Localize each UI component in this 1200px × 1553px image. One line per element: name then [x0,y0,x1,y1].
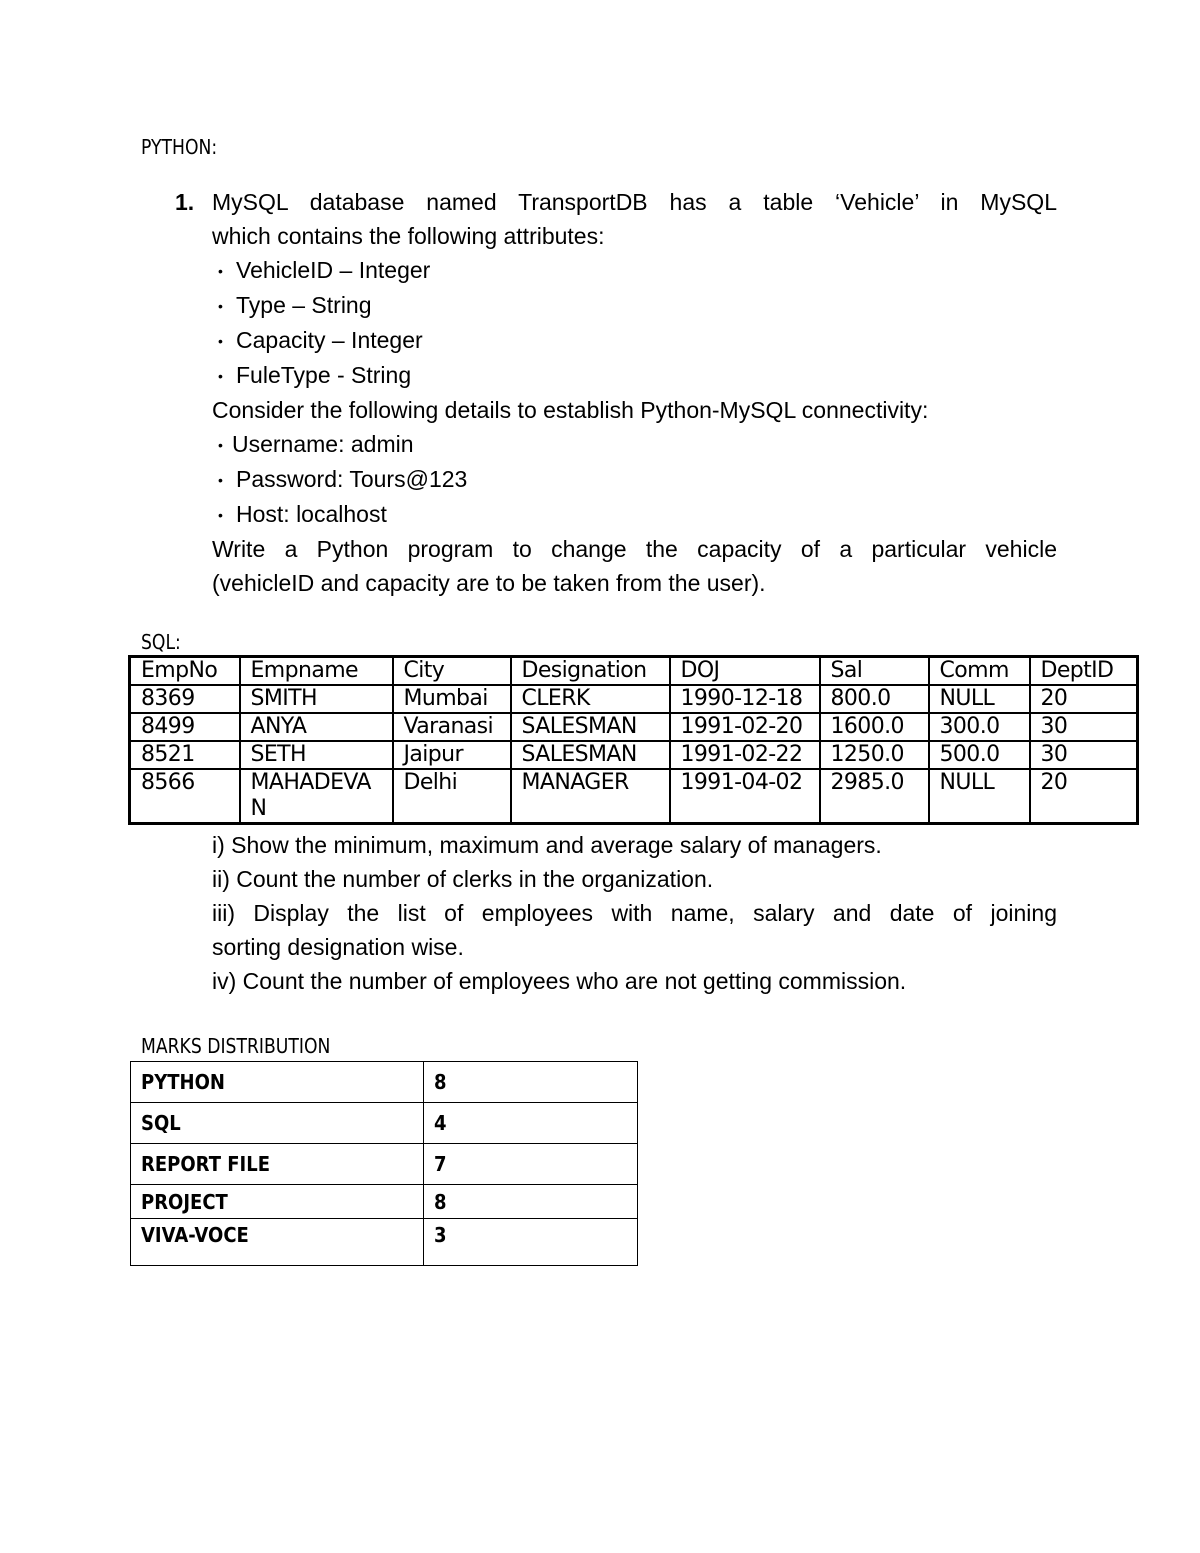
sql-question-1: i) Show the minimum, maximum and average salary of managers. [212,832,882,858]
table-row [130,769,1138,824]
marks-value: 3 [424,1219,638,1266]
column-header: City [393,657,511,686]
table-cell: MAHADEVAN [240,769,393,824]
column-header: DOJ [670,657,820,686]
connectivity-item: • Password: Tours@123 [212,462,1057,497]
marks-label: VIVA-VOCE [131,1219,424,1266]
table-cell: 20 [1030,685,1138,713]
task-line-1: Write a Python program to change the capacity of a particular vehicle [212,536,1057,562]
table-row [131,1219,638,1266]
connectivity-intro: Consider the following details to establish Python-MySQL connectivity: [212,397,929,423]
marks-table [130,1061,638,1266]
table-cell: 800.0 [820,685,929,713]
bullet-icon: • [218,437,223,453]
table-cell: Varanasi [393,713,511,741]
table-cell: 1991-02-22 [670,741,820,769]
sql-question-3-line-2: sorting designation wise. [212,934,464,960]
sql-question-3-line-1: iii) Display the list of employees with name, salary and date of joining [212,900,1057,926]
table-cell: Delhi [393,769,511,824]
table-cell: 500.0 [929,741,1030,769]
table-cell: 1250.0 [820,741,929,769]
marks-heading: MARKS DISTRIBUTION [141,1034,331,1058]
connectivity-item: • Username: admin [212,427,1057,462]
table-cell: SALESMAN [511,741,670,769]
sql-questions [212,828,1057,998]
bullet-icon: • [218,507,223,523]
table-cell: 2985.0 [820,769,929,824]
table-row [131,1103,638,1144]
table-cell: 20 [1030,769,1138,824]
attribute-item: • FuleType - String [212,358,1057,393]
table-cell: SALESMAN [511,713,670,741]
table-cell: SETH [240,741,393,769]
marks-value: 7 [424,1144,638,1185]
marks-label: PROJECT [131,1185,424,1219]
python-question [212,185,1057,600]
sql-question-4: iv) Count the number of employees who are not getting commission. [212,968,907,994]
table-cell: 1991-04-02 [670,769,820,824]
question-number: 1. [175,189,195,215]
attribute-item: • Type – String [212,288,1057,323]
table-cell: Mumbai [393,685,511,713]
table-row [131,1144,638,1185]
table-cell: 1990-12-18 [670,685,820,713]
employee-table [128,655,1139,825]
table-cell: NULL [929,685,1030,713]
table-row [131,1062,638,1103]
bullet-icon: • [218,298,223,314]
table-cell: 8499 [130,713,240,741]
table-cell: 8521 [130,741,240,769]
attribute-item: • Capacity – Integer [212,323,1057,358]
column-header: Designation [511,657,670,686]
table-cell: 30 [1030,713,1138,741]
marks-label: SQL [131,1103,424,1144]
bullet-icon: • [218,472,223,488]
table-cell: Jaipur [393,741,511,769]
sql-heading: SQL: [141,630,181,654]
python-heading: PYTHON: [141,135,218,159]
marks-value: 8 [424,1185,638,1219]
attribute-item: • VehicleID – Integer [212,253,1057,288]
marks-value: 8 [424,1062,638,1103]
marks-label: REPORT FILE [131,1144,424,1185]
table-cell: 8566 [130,769,240,824]
table-row [130,741,1138,769]
table-row [130,713,1138,741]
bullet-icon: • [218,263,223,279]
column-header: Comm [929,657,1030,686]
column-header: EmpNo [130,657,240,686]
table-header-row [130,657,1138,686]
column-header: Sal [820,657,929,686]
table-cell: MANAGER [511,769,670,824]
column-header: DeptID [1030,657,1138,686]
table-cell: 1991-02-20 [670,713,820,741]
table-cell: 300.0 [929,713,1030,741]
table-cell: 1600.0 [820,713,929,741]
bullet-icon: • [218,368,223,384]
table-cell: ANYA [240,713,393,741]
table-row [130,685,1138,713]
intro-line-2: which contains the following attributes: [212,223,605,249]
table-row [131,1185,638,1219]
marks-value: 4 [424,1103,638,1144]
sql-question-2: ii) Count the number of clerks in the organization. [212,866,714,892]
table-cell: 30 [1030,741,1138,769]
marks-label: PYTHON [131,1062,424,1103]
table-cell: SMITH [240,685,393,713]
table-cell: NULL [929,769,1030,824]
column-header: Empname [240,657,393,686]
intro-line-1: MySQL database named TransportDB has a table ‘Vehicle’ in MySQL [212,189,1057,215]
table-cell: CLERK [511,685,670,713]
table-cell: 8369 [130,685,240,713]
connectivity-item: • Host: localhost [212,497,1057,532]
bullet-icon: • [218,333,223,349]
task-line-2: (vehicleID and capacity are to be taken from the user). [212,570,766,596]
